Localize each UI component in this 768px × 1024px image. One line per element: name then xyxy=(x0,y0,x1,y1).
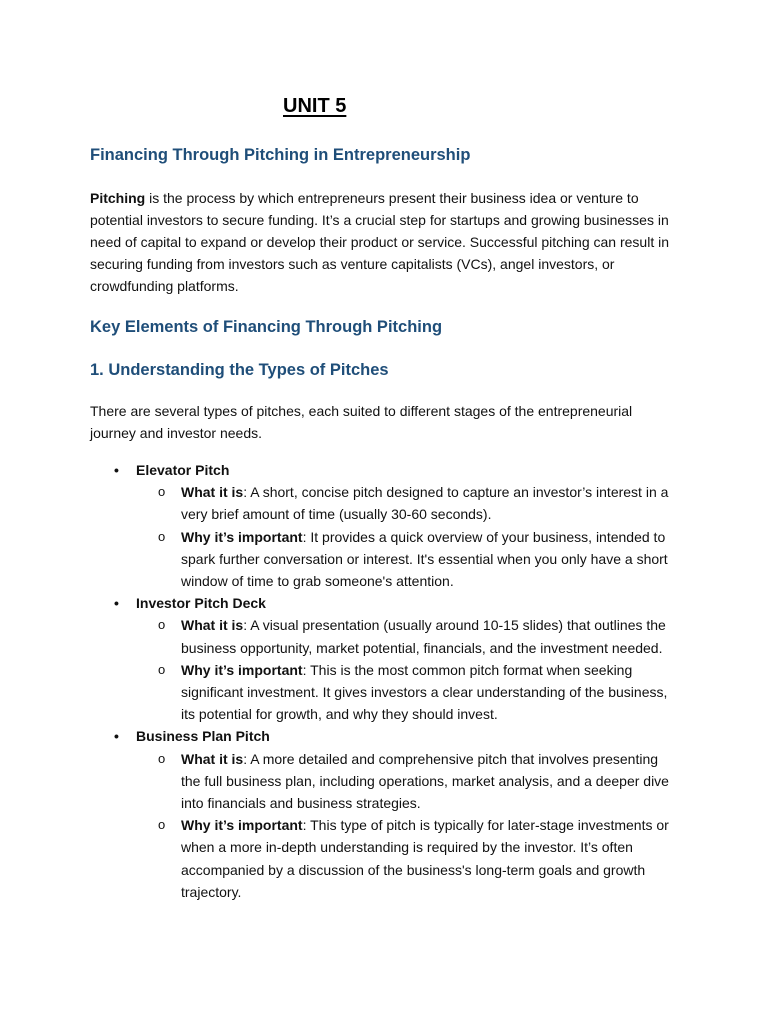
pitch-detail-item xyxy=(136,614,681,658)
unit-title: UNIT 5 xyxy=(283,95,347,117)
detail-label: Why it’s important xyxy=(181,817,303,834)
detail-text: : This is the most common pitch format when seeking significant investment. It gives investors a clear understanding of the business, its potential for growth, and why they should invest. xyxy=(181,661,668,723)
pitch-type-item xyxy=(90,459,680,592)
sub-bullet-marker: o xyxy=(158,617,166,633)
intro-text: is the process by which entrepreneurs present their business idea or venture to potential investors to secure funding. It’s a crucial step for startups and growing businesses in need of capital to expand or develop their product or service. Successful pitching can result in securing funding from investors such as venture capitalists (VCs), angel investors, or crowdfunding platforms. xyxy=(90,190,669,294)
intro-term: Pitching xyxy=(90,190,146,206)
pitch-detail-item xyxy=(136,659,681,726)
sub-bullet-marker: o xyxy=(158,528,166,544)
sub-bullet-marker: o xyxy=(158,750,166,766)
main-heading: Financing Through Pitching in Entrepreneurship xyxy=(90,146,471,164)
detail-label: Why it’s important xyxy=(181,528,303,545)
detail-label: Why it’s important xyxy=(181,661,303,678)
types-intro-paragraph: There are several types of pitches, each suited to different stages of the entrepreneurial journey and investor needs. xyxy=(90,403,633,441)
detail-text: : This type of pitch is typically for later-stage investments or when a more in-depth understanding is required by the investor. It’s often accompanied by a discussion of the business's long-term goals and growth trajectory. xyxy=(181,817,669,900)
pitch-type-title: Investor Pitch Deck xyxy=(136,595,266,612)
pitch-detail-item xyxy=(136,748,681,815)
bullet-marker: • xyxy=(114,462,119,478)
bullet-marker: • xyxy=(114,728,119,745)
pitch-details-list xyxy=(136,748,680,903)
detail-label: What it is xyxy=(181,484,244,501)
pitch-type-title: Elevator Pitch xyxy=(136,462,230,478)
pitch-detail-item xyxy=(136,814,681,903)
bullet-marker: • xyxy=(114,595,119,612)
key-elements-heading: Key Elements of Financing Through Pitching xyxy=(90,318,443,336)
pitch-detail-item xyxy=(136,481,681,525)
pitch-types-list xyxy=(90,459,680,903)
pitch-details-list xyxy=(136,481,680,592)
pitch-type-title: Business Plan Pitch xyxy=(136,728,270,745)
detail-text: : It provides a quick overview of your business, intended to spark further conversation or interest. It's essential when you only have a short window of time to grab someone's attention. xyxy=(181,528,668,590)
detail-text: : A visual presentation (usually around 10-15 slides) that outlines the business opportunity, market potential, financials, and the investment needed. xyxy=(181,617,666,656)
sub-bullet-marker: o xyxy=(158,484,166,500)
detail-text: : A short, concise pitch designed to capture an investor’s interest in a very brief amount of time (usually 30-60 seconds). xyxy=(181,484,669,523)
detail-label: What it is xyxy=(181,617,244,634)
pitch-detail-item xyxy=(136,526,681,593)
sub-bullet-marker: o xyxy=(158,817,166,833)
intro-paragraph xyxy=(90,187,680,297)
pitch-details-list xyxy=(136,614,680,725)
pitch-type-item xyxy=(90,592,680,725)
pitch-type-item xyxy=(90,725,680,903)
detail-text: : A more detailed and comprehensive pitch that involves presenting the full business plan, including operations, market analysis, and a deeper dive into financials and business strategies. xyxy=(181,750,669,812)
sub-bullet-marker: o xyxy=(158,661,166,677)
detail-label: What it is xyxy=(181,750,244,767)
types-heading: 1. Understanding the Types of Pitches xyxy=(90,361,389,379)
